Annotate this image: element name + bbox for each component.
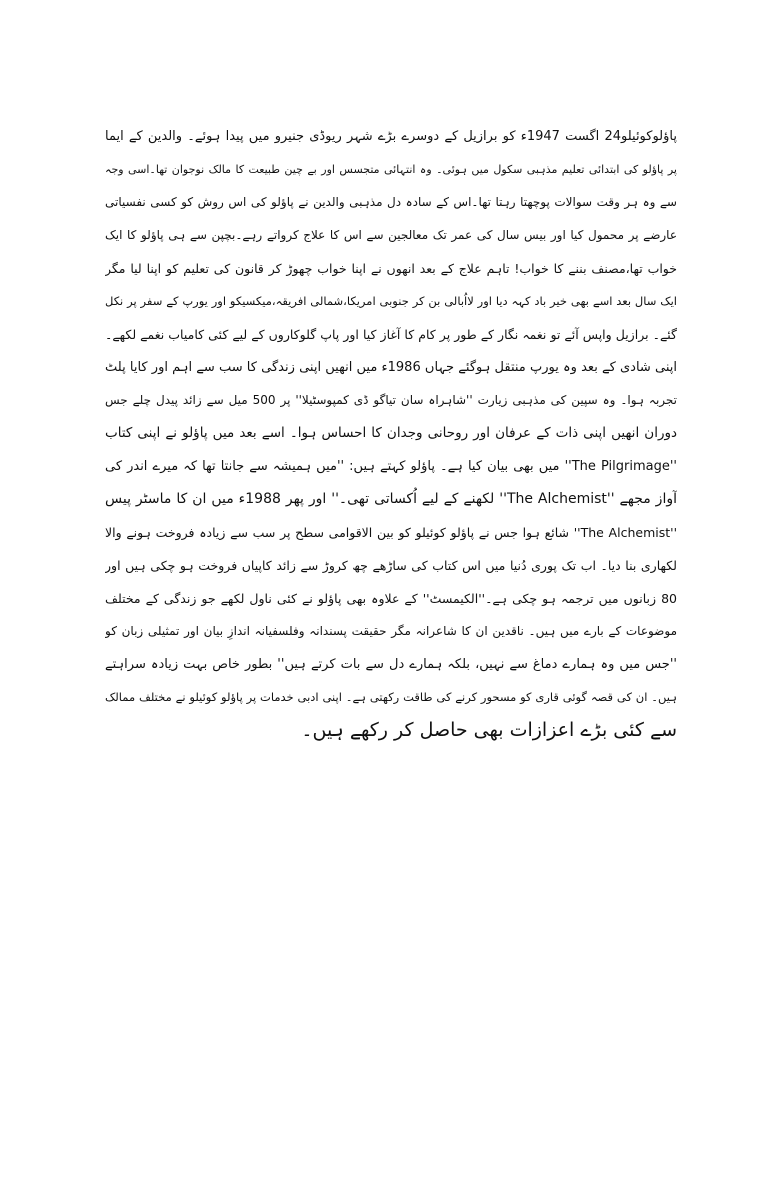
text-line: پاؤلوکوئیلو24 اگست 1947ء کو برازیل کے دوسرے بڑے شہر ریوڈی جنیرو میں پیدا ہوئے۔ والدین کے ایما bbox=[105, 129, 677, 144]
text-line: ''The Pilgrimage'' میں بھی بیان کیا ہے۔ پاؤلو کہتے ہیں: ''میں ہمیشہ سے جانتا تھا کہ میرے اندر کی bbox=[105, 459, 677, 474]
text-line: دوران انھیں اپنی ذات کے عرفان اور روحانی وجدان کا احساس ہوا۔ اسے بعد میں پاؤلو نے اپنی کتاب bbox=[105, 425, 677, 441]
text-line: پر پاؤلو کی ابتدائی تعلیم مذہبی سکول میں ہوئی۔ وہ انتہائی متجسس اور بے چین طبیعت کا مالک نوجوان تھا۔اسی وجہ bbox=[105, 163, 677, 176]
text-line: 80 زبانوں میں ترجمہ ہو چکی ہے۔''الکیمسٹ'' کے علاوہ بھی پاؤلو نے کئی ناول لکھے جو زندگی کے مختلف bbox=[105, 591, 677, 606]
text-line: ایک سال بعد اسے بھی خیر باد کہہ دیا اور لااُبالی بن کر جنوبی امریکا،شمالی افریقہ،میکسیکو اور یورپ کے سفر پر نکل bbox=[105, 294, 677, 308]
text-line-last: سے کئی بڑے اعزازات بھی حاصل کر رکھے ہیں۔ bbox=[301, 719, 677, 741]
text-line: موضوعات کے بارے میں ہیں۔ ناقدین ان کا شاعرانہ مگر حقیقت پسندانہ وفلسفیانہ اندازِ بیان اور تمثیلی زبان کو bbox=[105, 624, 677, 638]
text-line: سے وہ ہر وقت سوالات پوچھتا رہتا تھا۔اس کے سادہ دل مذہبی والدین نے پاؤلو کی اس روش کو کسی نفسیاتی bbox=[105, 195, 677, 209]
text-line: ہیں۔ ان کی قصہ گوئی قاری کو مسحور کرنے کی طاقت رکھتی ہے۔ اپنی ادبی خدمات پر پاؤلو کوئیلو نے مختلف ممالک bbox=[105, 690, 677, 704]
text-line: عارضے پر محمول کیا اور بیس سال کی عمر تک معالجین سے اس کا علاج کرواتے رہے۔بچپن سے ہی پاؤلو کا ایک bbox=[105, 228, 677, 242]
text-line: خواب تھا،مصنف بننے کا خواب! تاہم علاج کے بعد انھوں نے اپنا خواب چھوڑ کر قانون کی تعلیم کو اپنا لیا مگر bbox=[105, 261, 677, 276]
text-line: ''The Alchemist'' شائع ہوا جس نے پاؤلو کوئیلو کو بین الاقوامی سطح پر سب سے زیادہ فروخت ہونے والا bbox=[105, 525, 677, 540]
text-line: تجربہ ہوا۔ وہ سپین کی مذہبی زیارت ''شاہراہ سان تیاگو ڈی کمپوسٹیلا'' پر 500 میل سے زائد پیدل چلے جس bbox=[105, 393, 677, 407]
text-line: آواز مجھے ''The Alchemist'' لکھنے کے لیے اُکساتی تھی۔'' اور پھر 1988ء میں ان کا ماسٹر پیس bbox=[105, 491, 677, 507]
text-line: اپنی شادی کے بعد وہ یورپ منتقل ہوگئے جہاں 1986ء میں انھیں اپنی زندگی کا سب سے اہم اور کایا پلٹ bbox=[105, 360, 677, 375]
text-line: ''جس میں وہ ہمارے دماغ سے نہیں، بلکہ ہمارے دل سے بات کرتے ہیں'' بطور خاص بہت زیادہ سراہتے bbox=[105, 657, 677, 672]
text-line: گئے۔ برازیل واپس آئے تو نغمہ نگار کے طور پر کام کا آغاز کیا اور پاپ گلوکاروں کے لیے کئی کامیاب نغمے لکھے۔ bbox=[105, 327, 677, 342]
biography-paragraph bbox=[105, 120, 677, 747]
text-line: لکھاری بنا دیا۔ اب تک پوری دُنیا میں اس کتاب کی ساڑھے چھ کروڑ سے زائد کاپیاں فروخت ہو چکی ہیں اور bbox=[105, 558, 677, 573]
